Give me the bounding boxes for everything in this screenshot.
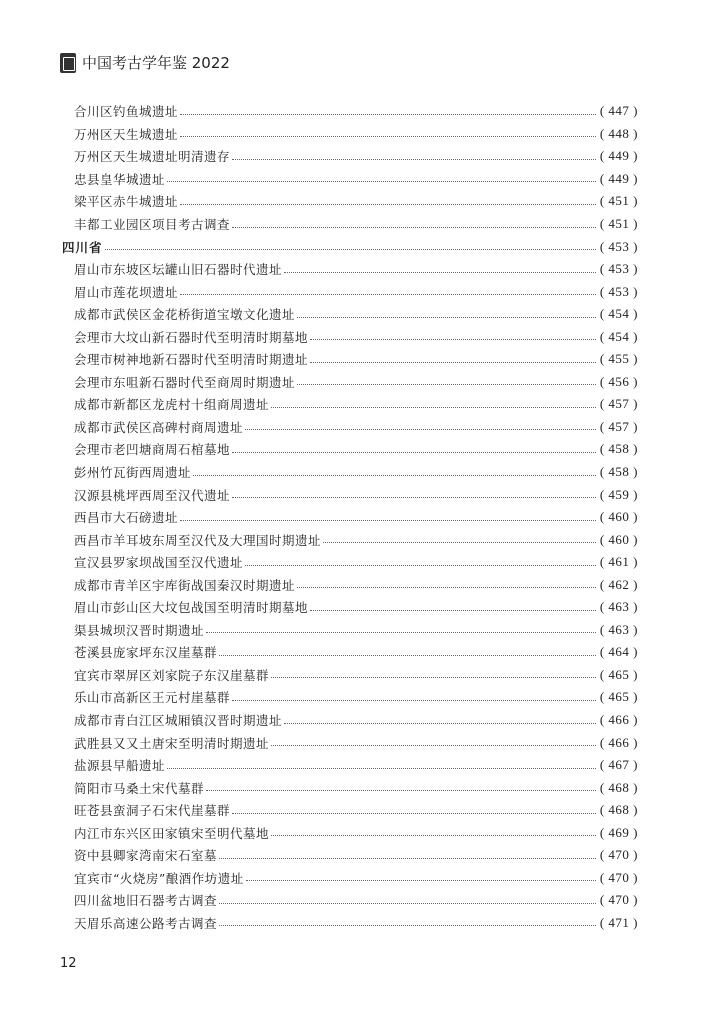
toc-entry[interactable] — [62, 709, 638, 732]
toc-entry-page: ( 451 ) — [599, 216, 638, 231]
toc-entry-title: 成都市青羊区宇库街战国秦汉时期遗址 — [74, 577, 296, 593]
toc-entry[interactable] — [62, 100, 638, 123]
toc-entry[interactable] — [62, 596, 638, 619]
toc-entry-title: 简阳市马桑土宋代墓群 — [74, 780, 205, 796]
toc-entry-page: ( 466 ) — [599, 734, 638, 750]
toc-entry[interactable] — [62, 686, 638, 709]
toc-entry-title: 四川省 — [62, 239, 103, 255]
dot-leader — [180, 520, 596, 521]
book-logo-icon — [60, 53, 76, 73]
dot-leader — [271, 745, 596, 746]
dot-leader — [284, 723, 596, 724]
toc-entry[interactable] — [62, 438, 638, 461]
toc-entry[interactable] — [62, 889, 638, 912]
toc-entry[interactable] — [62, 867, 638, 890]
dot-leader — [180, 204, 596, 205]
toc-entry-title: 成都市新都区龙虎村十组商周遗址 — [74, 397, 270, 413]
toc-entry-page: ( 456 ) — [599, 373, 638, 389]
toc-entry[interactable] — [62, 731, 638, 754]
dot-leader — [284, 272, 596, 273]
toc-entry[interactable] — [62, 461, 638, 484]
toc-entry-title: 成都市青白江区城厢镇汉晋时期遗址 — [74, 713, 283, 729]
toc-entry[interactable] — [62, 912, 638, 935]
toc-entry-page: ( 454 ) — [599, 328, 638, 344]
toc-entry-page: ( 470 ) — [599, 869, 638, 885]
toc-entry-page: ( 462 ) — [599, 576, 638, 592]
toc-entry-title: 万州区天生城遗址 — [74, 126, 179, 142]
dot-leader — [180, 136, 596, 137]
toc-entry[interactable] — [62, 280, 638, 303]
toc-entry[interactable] — [62, 213, 638, 236]
dot-leader — [105, 249, 596, 250]
dot-leader — [246, 880, 596, 881]
dot-leader — [323, 542, 596, 543]
dot-leader — [232, 159, 596, 160]
toc-entry[interactable] — [62, 822, 638, 845]
dot-leader — [167, 768, 596, 769]
toc-entry-page: ( 468 ) — [599, 802, 638, 818]
dot-leader — [232, 227, 596, 228]
toc-section-heading[interactable] — [62, 235, 638, 258]
dot-leader — [271, 407, 596, 408]
toc-entry-title: 旺苍县蛮洞子石宋代崖墓群 — [74, 803, 231, 819]
toc-entry-title: 资中县卿家湾南宋石室墓 — [74, 848, 218, 864]
dot-leader — [206, 790, 596, 791]
toc-entry-title: 西昌市羊耳坡东周至汉代及大理国时期遗址 — [74, 532, 322, 548]
toc-entry[interactable] — [62, 619, 638, 642]
toc-entry-title: 宜宾市翠屏区刘家院子东汉崖墓群 — [74, 667, 270, 683]
toc-entry-page: ( 465 ) — [599, 689, 638, 705]
toc-entry[interactable] — [62, 754, 638, 777]
dot-leader — [297, 317, 596, 318]
toc-entry[interactable] — [62, 506, 638, 529]
toc-entry[interactable] — [62, 348, 638, 371]
toc-entry[interactable] — [62, 776, 638, 799]
toc-entry-title: 眉山市东坡区坛罐山旧石器时代遗址 — [74, 262, 283, 278]
toc-entry-title: 内江市东兴区田家镇宋至明代墓地 — [74, 825, 270, 841]
toc-entry-page: ( 449 ) — [599, 148, 638, 164]
toc-entry-page: ( 465 ) — [599, 666, 638, 682]
toc-entry-title: 成都市武侯区高碑村商周遗址 — [74, 419, 244, 435]
dot-leader — [232, 813, 596, 814]
dot-leader — [297, 384, 596, 385]
toc-entry[interactable] — [62, 371, 638, 394]
dot-leader — [297, 587, 596, 588]
toc-entry-page: ( 447 ) — [599, 103, 638, 119]
toc-entry[interactable] — [62, 123, 638, 146]
toc-entry-page: ( 464 ) — [599, 644, 638, 660]
toc-entry-page: ( 449 ) — [599, 170, 638, 186]
toc-entry[interactable] — [62, 551, 638, 574]
toc-entry-page: ( 459 ) — [599, 486, 638, 502]
toc-entry[interactable] — [62, 641, 638, 664]
toc-entry-title: 宜宾市“火烧房”酿酒作坊遗址 — [74, 870, 244, 886]
toc-entry-title: 万州区天生城遗址明清遗存 — [74, 149, 231, 165]
toc-entry-page: ( 468 ) — [599, 779, 638, 795]
toc-entry[interactable] — [62, 483, 638, 506]
toc-entry-page: ( 466 ) — [599, 712, 638, 728]
toc-entry-page: ( 451 ) — [599, 193, 638, 209]
toc-entry-page: ( 469 ) — [599, 824, 638, 840]
toc-entry-page: ( 470 ) — [599, 847, 638, 863]
table-of-contents — [62, 100, 638, 934]
toc-entry[interactable] — [62, 168, 638, 191]
dot-leader — [206, 632, 596, 633]
dot-leader — [310, 339, 596, 340]
toc-entry-page: ( 455 ) — [599, 351, 638, 367]
toc-entry[interactable] — [62, 844, 638, 867]
dot-leader — [180, 294, 596, 295]
toc-entry[interactable] — [62, 799, 638, 822]
dot-leader — [271, 677, 596, 678]
dot-leader — [310, 610, 596, 611]
toc-entry[interactable] — [62, 303, 638, 326]
toc-entry-page: ( 463 ) — [599, 599, 638, 615]
toc-entry-title: 眉山市彭山区大坟包战国至明清时期墓地 — [74, 600, 309, 616]
dot-leader — [271, 835, 596, 836]
dot-leader — [245, 565, 596, 566]
toc-entry-page: ( 461 ) — [599, 554, 638, 570]
dot-leader — [167, 181, 596, 182]
toc-entry-title: 西昌市大石磅遗址 — [74, 510, 179, 526]
book-title: 中国考古学年鉴 2022 — [82, 54, 230, 72]
page-header — [60, 52, 230, 73]
toc-entry[interactable] — [62, 325, 638, 348]
toc-entry-title: 宣汉县罗家坝战国至汉代遗址 — [74, 555, 244, 571]
toc-entry[interactable] — [62, 528, 638, 551]
toc-entry-page: ( 460 ) — [599, 531, 638, 547]
toc-entry-page: ( 463 ) — [599, 621, 638, 637]
toc-entry-page: ( 457 ) — [599, 396, 638, 412]
toc-entry-title: 四川盆地旧石器考古调查 — [74, 893, 218, 909]
toc-entry[interactable] — [62, 664, 638, 687]
toc-entry[interactable] — [62, 145, 638, 168]
dot-leader — [232, 452, 596, 453]
toc-entry-title: 渠县城坝汉晋时期遗址 — [74, 622, 205, 638]
toc-entry-page: ( 453 ) — [599, 238, 638, 254]
dot-leader — [219, 655, 596, 656]
toc-entry[interactable] — [62, 573, 638, 596]
toc-entry-title: 彭州竹瓦街西周遗址 — [74, 465, 192, 481]
toc-entry-title: 天眉乐高速公路考古调查 — [74, 915, 218, 931]
toc-entry-title: 成都市武侯区金花桥街道宝墩文化遗址 — [74, 307, 296, 323]
dot-leader — [310, 362, 596, 363]
toc-entry[interactable] — [62, 416, 638, 439]
toc-entry-title: 武胜县又又土唐宋至明清时期遗址 — [74, 735, 270, 751]
toc-entry-title: 苍溪县庞家坪东汉崖墓群 — [74, 645, 218, 661]
toc-entry-title: 汉源县桃坪西周至汉代遗址 — [74, 487, 231, 503]
toc-entry[interactable] — [62, 393, 638, 416]
toc-entry-page: ( 454 ) — [599, 306, 638, 322]
dot-leader — [232, 700, 596, 701]
toc-entry-page: ( 467 ) — [599, 757, 638, 773]
dot-leader — [193, 475, 596, 476]
dot-leader — [219, 925, 596, 926]
toc-entry-page: ( 453 ) — [599, 261, 638, 277]
dot-leader — [232, 497, 596, 498]
toc-entry-title: 会理市树神地新石器时代至明清时期遗址 — [74, 352, 309, 368]
toc-entry-page: ( 471 ) — [599, 914, 638, 930]
toc-entry-title: 盐源县早船遗址 — [74, 758, 166, 774]
toc-entry-page: ( 458 ) — [599, 441, 638, 457]
toc-entry-page: ( 448 ) — [599, 125, 638, 141]
page-number: 12 — [60, 956, 77, 971]
toc-entry-title: 眉山市莲花坝遗址 — [74, 284, 179, 300]
toc-entry-title: 会理市东咀新石器时代至商周时期遗址 — [74, 374, 296, 390]
toc-entry-page: ( 457 ) — [599, 418, 638, 434]
dot-leader — [219, 903, 596, 904]
toc-entry-title: 梁平区赤牛城遗址 — [74, 194, 179, 210]
toc-entry-title: 乐山市高新区王元村崖墓群 — [74, 690, 231, 706]
toc-entry-page: ( 458 ) — [599, 464, 638, 480]
toc-entry[interactable] — [62, 258, 638, 281]
toc-entry-title: 合川区钓鱼城遗址 — [74, 104, 179, 120]
toc-entry-title: 丰都工业园区项目考古调查 — [74, 217, 231, 232]
dot-leader — [219, 858, 596, 859]
toc-entry-page: ( 453 ) — [599, 283, 638, 299]
dot-leader — [180, 114, 596, 115]
toc-entry[interactable] — [62, 190, 638, 213]
toc-entry-page: ( 470 ) — [599, 892, 638, 908]
toc-entry-page: ( 460 ) — [599, 509, 638, 525]
toc-entry-title: 会理市大坟山新石器时代至明清时期墓地 — [74, 329, 309, 345]
toc-entry-title: 忠县皇华城遗址 — [74, 171, 166, 187]
toc-entry-title: 会理市老凹塘商周石棺墓地 — [74, 442, 231, 458]
dot-leader — [245, 429, 596, 430]
